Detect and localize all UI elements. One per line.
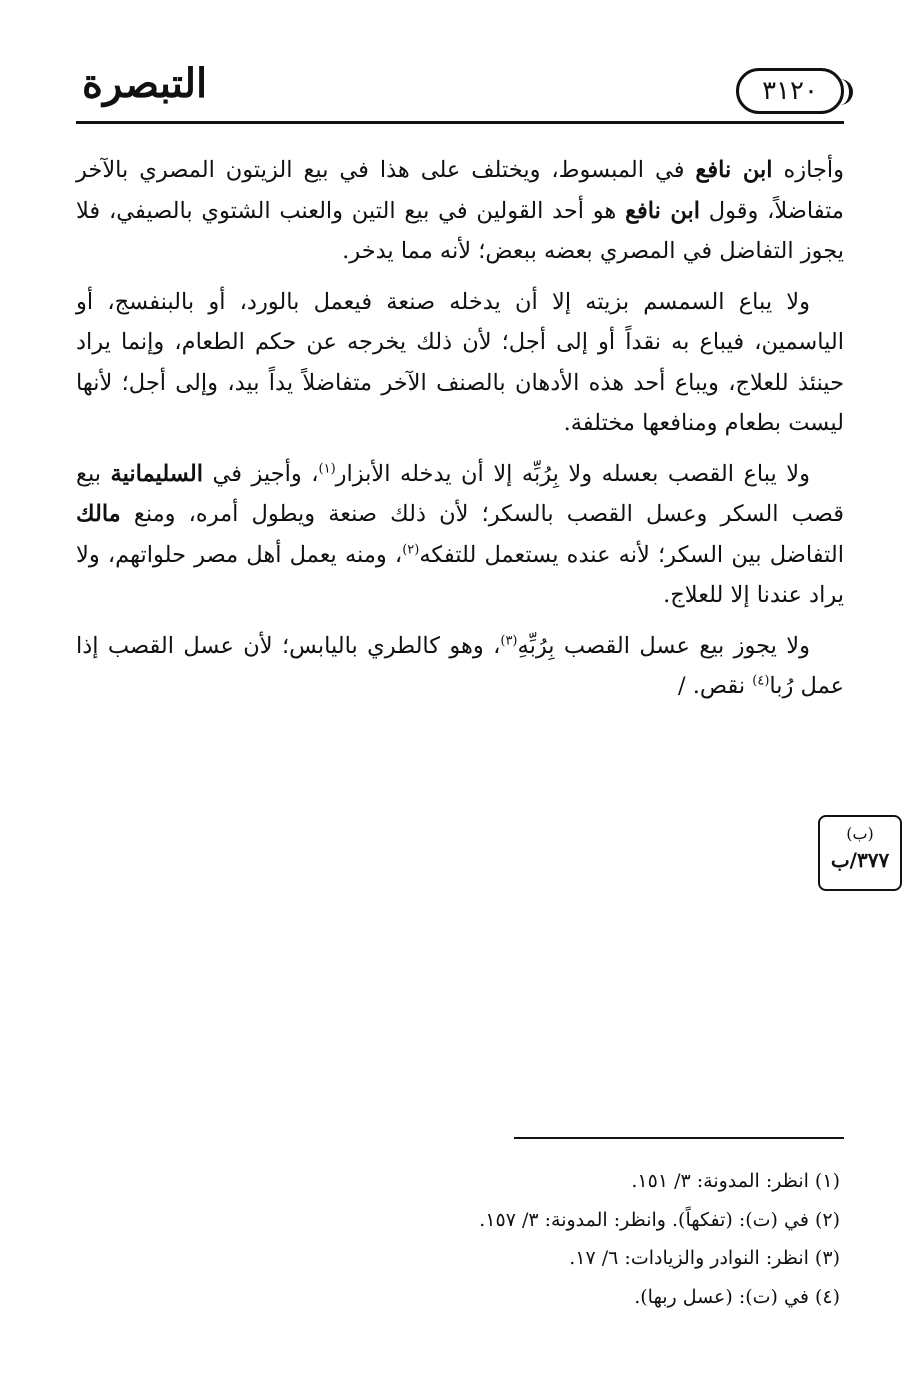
text-run: التفاضل بين السكر؛ لأنه عنده يستعمل للتفكه xyxy=(419,541,844,568)
text-run: ، وهو كالطري باليابس؛ لأن عسل القصب إذا عمل رُبا xyxy=(76,632,844,699)
page-header xyxy=(76,58,844,122)
header-rule xyxy=(76,121,844,124)
paragraph xyxy=(76,454,844,616)
text-run: نقص. / xyxy=(678,673,753,699)
main-text xyxy=(76,150,844,717)
paragraph xyxy=(76,626,844,707)
footnotes xyxy=(76,1162,840,1316)
text-run: وأجازه xyxy=(772,157,844,183)
book-title: التبصرة xyxy=(82,60,208,107)
footnote: (١) انظر: المدونة: ٣/ ١٥١. xyxy=(631,1170,840,1192)
bold-name: ابن نافع xyxy=(625,197,700,224)
footnote: (٤) في (ت): (عسل ربها). xyxy=(634,1285,840,1308)
text-run: بيع قصب السكر وعسل القصب بالسكر؛ لأن ذلك صنعة ويطول أمره، ومنع xyxy=(76,460,844,527)
text-run: ، وأجيز في xyxy=(202,460,319,487)
bold-name: السليمانية xyxy=(110,460,203,487)
footnote-ref: (١) xyxy=(318,461,336,476)
bold-name: مالك xyxy=(76,501,121,527)
footnote-rule xyxy=(514,1137,844,1139)
page-number: ٣١٢٠ xyxy=(736,68,844,114)
folio-number: ٣٧٧/ب xyxy=(830,848,890,872)
text-run: ، ومنه يعمل أهل مصر حلواتهم، ولا يراد عندنا إلا للعلاج. xyxy=(76,541,844,608)
text-run: ولا يباع القصب بعسله ولا بِرُبِّه إلا أن يدخله الأبزار xyxy=(335,460,810,487)
footnote: (٢) في (ت): (تفكهاً). وانظر: المدونة: ٣/ ١٥٧. xyxy=(479,1208,840,1231)
paragraph xyxy=(76,150,844,272)
bold-name: ابن نافع xyxy=(695,157,773,183)
footnote-ref: (٤) xyxy=(752,673,770,689)
text-run: هو أحد القولين في بيع التين والعنب الشتوي بالصيفي، فلا يجوز التفاضل في المصري بعضه ببعض؛ لأنه مما يدخر. xyxy=(76,197,844,264)
text-run: في المبسوط، ويختلف على هذا في بيع الزيتون المصري بالآخر متفاضلاً، وقول xyxy=(76,157,844,224)
folio-siglum: (ب) xyxy=(846,824,874,843)
footnote: (٣) انظر: النوادر والزيادات: ٦/ ١٧. xyxy=(569,1247,840,1269)
footnote-ref: (٢) xyxy=(402,542,420,557)
paragraph xyxy=(76,282,844,444)
manuscript-folio-note xyxy=(818,815,902,891)
footnote-ref: (٣) xyxy=(500,633,518,648)
text-run: ولا يباع السمسم بزيته إلا أن يدخله صنعة فيعمل بالورد، أو بالبنفسج، أو الياسمين، فيباع به نقداً أو إلى أجل؛ لأن ذلك يخرجه عن حكم الطعام، وإنما يراد حينئذ للعلاج، ويباع أحد هذه الأدهان بالصنف الآخر متفاضلاً يداً بيد، وإلى أجل؛ لأنها ليست بطعام ومنافعها مختلفة. xyxy=(76,288,844,436)
text-run: ولا يجوز بيع عسل القصب بِرُبِّهِ xyxy=(517,632,810,659)
